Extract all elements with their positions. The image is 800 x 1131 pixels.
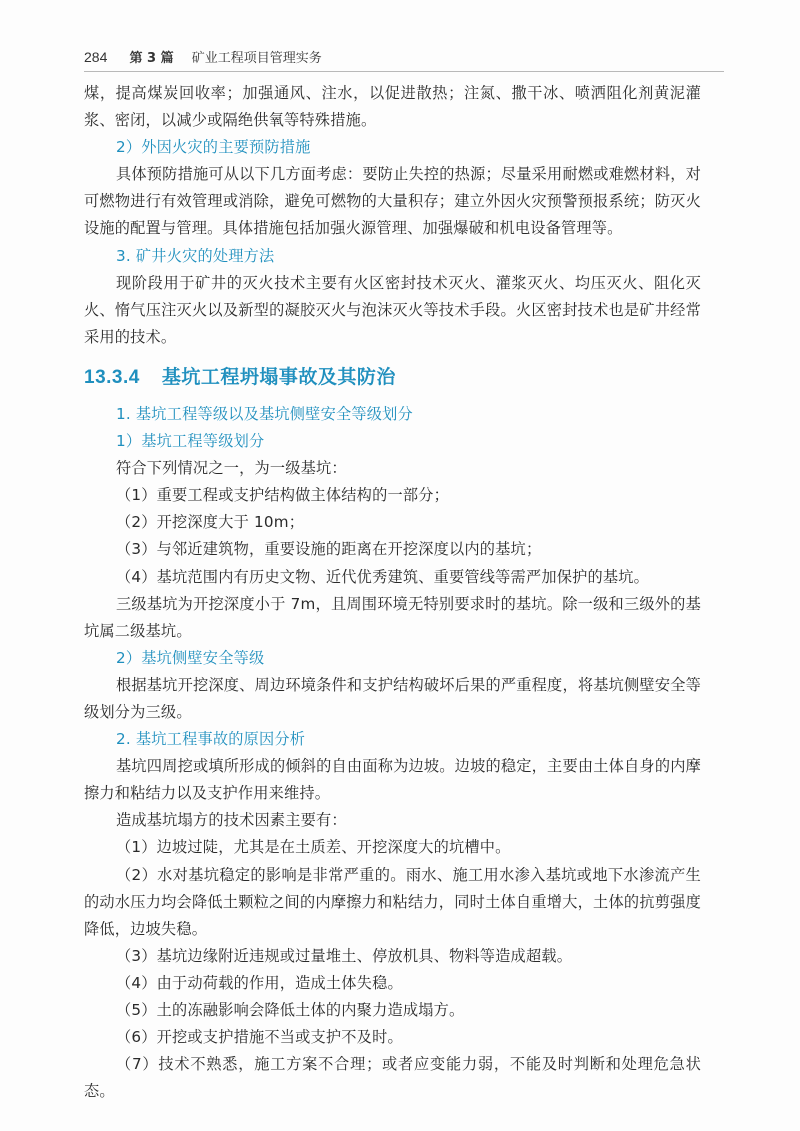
grade-list-item: （1）重要工程或支护结构做主体结构的一部分；: [116, 486, 450, 505]
cause-list-item: （3）基坑边缘附近违规或过量堆土、停放机具、物料等造成超载。: [116, 946, 573, 965]
subheading-accident-causes: 2. 基坑工程事故的原因分析: [116, 730, 306, 749]
header-title: 矿业工程项目管理实务: [191, 51, 322, 66]
paragraph-fire-handling: 现阶段用于矿井的灭火技术主要有火区密封技术灭火、灌浆灭火、均压灭火、阻化灭火、惰气压注灭火以及新型的凝胶灭火与泡沫灭火等技术手段。火区密封技术也是矿井经常采用的技术。: [84, 273, 701, 346]
paragraph-grade-three: 三级基坑为开挖深度小于 7m，且周围环境无特别要求时的基坑。除一级和三级外的基坑属二级基坑。: [84, 594, 701, 640]
cause-list-item: （7）技术不熟悉，施工方案不合理；或者应变能力弱，不能及时判断和处理危急状态。: [84, 1055, 701, 1101]
page-content: [84, 80, 701, 1105]
page-number: 284: [84, 49, 108, 65]
paragraph-slope-definition: 基坑四周挖或填所形成的倾斜的自由面称为边坡。边坡的稳定，主要由土体自身的内摩擦力和粘结力以及支护作用来维持。: [84, 757, 701, 803]
grade-list-item: （3）与邻近建筑物，重要设施的距离在开挖深度以内的基坑；: [116, 540, 542, 559]
cause-list-item: （1）边坡过陡，尤其是在土质差、开挖深度大的坑槽中。: [116, 838, 511, 857]
section-heading: [84, 362, 701, 392]
subheading-wall-safety: 2）基坑侧壁安全等级: [116, 648, 265, 667]
section-number: 13.3.4: [84, 366, 140, 388]
subheading-fire-handling: 3. 矿井火灾的处理方法: [116, 246, 275, 265]
subheading-external-fire-prevention: 2）外因火灾的主要预防措施: [116, 138, 311, 157]
paragraph-cause-intro: 造成基坑塌方的技术因素主要有：: [116, 811, 347, 830]
section-title: 基坑工程坍塌事故及其防治: [161, 365, 396, 388]
cause-list-item: （5）土的冻融影响会降低土体的内聚力造成塌方。: [116, 1001, 465, 1019]
part-label: 第 3 篇: [129, 51, 174, 66]
cause-list-item: （6）开挖或支护措施不当或支护不及时。: [116, 1028, 403, 1047]
paragraph-top-continued: 煤，提高煤炭回收率；加强通风、注水，以促进散热；注氮、撒干冰、喷洒阻化剂黄泥灌浆、密闭，以减少或隔绝供氧等特殊措施。: [84, 84, 701, 130]
paragraph-external-fire-prevention: 具体预防措施可从以下几方面考虑：要防止失控的热源；尽量采用耐燃或难燃材料，对可燃物进行有效管理或消除，避免可燃物的大量积存；建立外因火灾预警预报系统；防灭火设施的配置与管理。具体措施包括加强火源管理、加强爆破和机电设备管理等。: [84, 165, 701, 238]
subheading-pit-grade: 1）基坑工程等级划分: [116, 432, 265, 451]
page-header: [84, 47, 724, 72]
cause-list-item: （2）水对基坑稳定的影响是非常严重的。雨水、施工用水渗入基坑或地下水渗流产生的动水压力均会降低土颗粒之间的内摩擦力和粘结力，同时土体自重增大，土体的抗剪强度降低，边坡失稳。: [84, 865, 701, 938]
subheading-grade-classification: 1. 基坑工程等级以及基坑侧壁安全等级划分: [116, 404, 413, 423]
cause-list-item: （4）由于动荷载的作用，造成土体失稳。: [116, 973, 403, 992]
paragraph-wall-safety: 根据基坑开挖深度、周边环境条件和支护结构破坏后果的严重程度，将基坑侧壁安全等级划分为三级。: [84, 675, 701, 721]
grade-list-item: （2）开挖深度大于 10m；: [116, 513, 305, 532]
grade-list-item: （4）基坑范围内有历史文物、近代优秀建筑、重要管线等需严加保护的基坑。: [116, 567, 650, 586]
paragraph-grade-intro: 符合下列情况之一，为一级基坑：: [116, 459, 347, 478]
